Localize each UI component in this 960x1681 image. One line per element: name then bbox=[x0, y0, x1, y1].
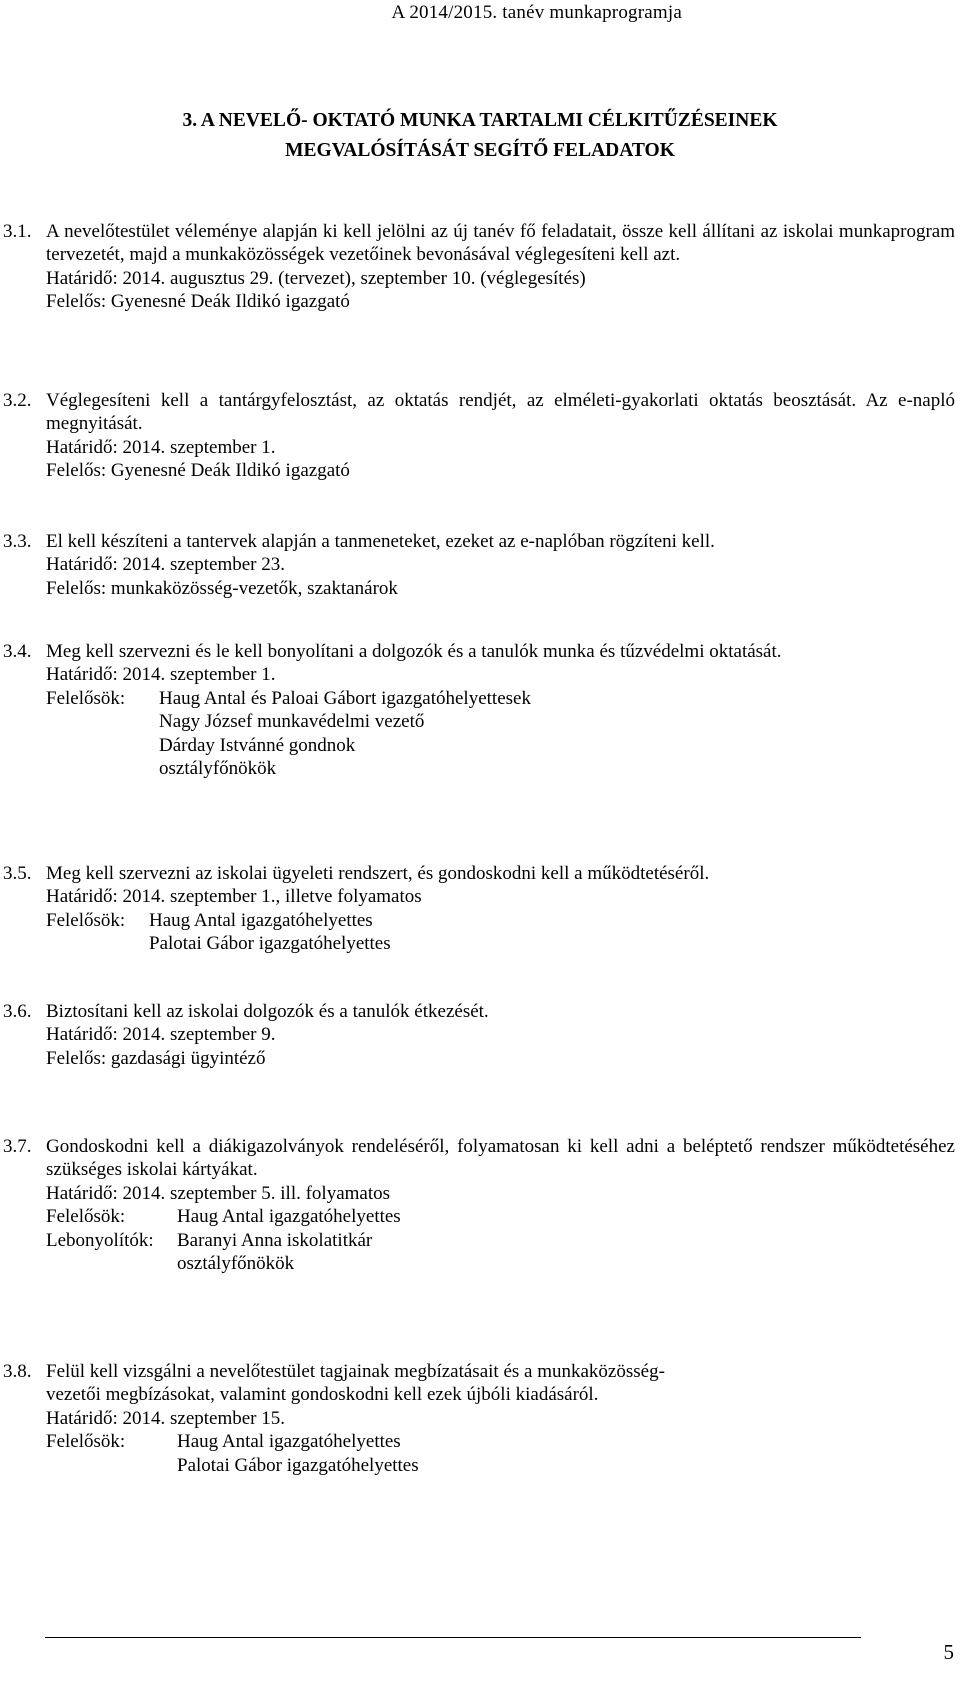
task-responsible: Felelős: Gyenesné Deák Ildikó igazgató bbox=[46, 291, 350, 313]
responsible-name: Haug Antal igazgatóhelyettes bbox=[149, 909, 373, 931]
task-text: Véglegesíteni kell a tantárgyfelosztást, az oktatás rendjét, az elméleti-gyakorlati oktatás beosztását. Az e-napló megnyitását. bbox=[46, 390, 955, 435]
task-deadline: Határidő: 2014. szeptember 15. bbox=[46, 1407, 286, 1429]
task-number: 3.2. bbox=[3, 390, 32, 411]
task-number: 3.8. bbox=[3, 1361, 32, 1382]
task-text: Meg kell szervezni és le kell bonyolítani a dolgozók és a tanulók munka és tűzvédelmi oktatását. bbox=[46, 641, 782, 662]
responsible-name: osztályfőnökök bbox=[159, 758, 277, 780]
task-deadline: Határidő: 2014. szeptember 1. bbox=[46, 436, 276, 458]
responsible-label: Felelősök: bbox=[46, 1206, 126, 1228]
task-item-3-5 bbox=[3, 862, 955, 956]
task-responsible: Felelős: gazdasági ügyintéző bbox=[46, 1047, 266, 1069]
responsible-list bbox=[177, 1430, 419, 1477]
section-title-line-2: MEGVALÓSÍTÁSÁT SEGÍTŐ FELADATOK bbox=[285, 140, 675, 161]
task-number: 3.1. bbox=[3, 221, 32, 242]
task-organizers bbox=[3, 1229, 955, 1276]
task-item-3-2 bbox=[3, 389, 955, 483]
task-number: 3.7. bbox=[3, 1136, 32, 1157]
task-number: 3.4. bbox=[3, 641, 32, 662]
responsible-list bbox=[159, 687, 531, 781]
responsible-label: Felelősök: bbox=[46, 1431, 126, 1453]
task-deadline: Határidő: 2014. szeptember 1. bbox=[46, 664, 276, 686]
responsible-name: Haug Antal igazgatóhelyettes bbox=[177, 1206, 401, 1228]
task-responsible bbox=[3, 687, 955, 781]
task-deadline: Határidő: 2014. szeptember 5. ill. folyamatos bbox=[46, 1182, 391, 1204]
task-responsible: Felelős: munkaközösség-vezetők, szaktanárok bbox=[46, 577, 398, 599]
task-responsible bbox=[3, 1430, 955, 1477]
task-responsible bbox=[3, 1205, 955, 1228]
responsible-list bbox=[149, 909, 391, 956]
task-deadline: Határidő: 2014. szeptember 23. bbox=[46, 554, 286, 576]
task-text: Meg kell szervezni az iskolai ügyeleti rendszert, és gondoskodni kell a működtetéséről. bbox=[46, 863, 710, 884]
running-header: A 2014/2015. tanév munkaprogramja bbox=[391, 2, 682, 23]
task-text: Biztosítani kell az iskolai dolgozók és a tanulók étkezését. bbox=[46, 1001, 489, 1022]
task-responsible bbox=[3, 909, 955, 956]
task-text-line-1: Felül kell vizsgálni a nevelőtestület tagjainak megbízatásait és a munkaközösség- bbox=[46, 1361, 665, 1382]
task-number: 3.6. bbox=[3, 1001, 32, 1022]
task-text-line-2: vezetői megbízásokat, valamint gondoskodni kell ezek újbóli kiadásáról. bbox=[46, 1384, 599, 1406]
task-text bbox=[46, 1360, 955, 1407]
responsible-label: Felelősök: bbox=[46, 687, 126, 709]
responsible-name: Haug Antal és Paloai Gábort igazgatóhelyettesek bbox=[159, 687, 531, 709]
task-deadline: Határidő: 2014. szeptember 9. bbox=[46, 1024, 276, 1046]
task-item-3-4 bbox=[3, 640, 955, 780]
task-number: 3.3. bbox=[3, 531, 32, 552]
responsible-name: Dárday Istvánné gondnok bbox=[159, 734, 356, 756]
organizers-list bbox=[177, 1229, 372, 1276]
section-title bbox=[85, 106, 875, 166]
task-number: 3.5. bbox=[3, 863, 32, 884]
organizer-name: osztályfőnökök bbox=[177, 1253, 295, 1275]
task-text: A nevelőtestület véleménye alapján ki kell jelölni az új tanév fő feladatait, össze kell állítani az iskolai munkaprogram tervezetét, majd a munkaközösségek vezetőinek bevonásával véglegesíteni kell azt. bbox=[46, 221, 955, 266]
responsible-name: Haug Antal igazgatóhelyettes bbox=[177, 1431, 401, 1453]
task-item-3-3 bbox=[3, 530, 955, 600]
responsible-name: Nagy József munkavédelmi vezető bbox=[159, 711, 425, 733]
task-item-3-1 bbox=[3, 220, 955, 314]
footer-divider bbox=[45, 1637, 861, 1638]
task-text: Gondoskodni kell a diákigazolványok rendeléséről, folyamatosan ki kell adni a beléptető rendszer működtetéséhez szükséges iskolai kártyákat. bbox=[46, 1136, 955, 1181]
organizers-label: Lebonyolítók: bbox=[46, 1229, 154, 1251]
task-item-3-6 bbox=[3, 1000, 955, 1070]
organizer-name: Baranyi Anna iskolatitkár bbox=[177, 1229, 373, 1251]
task-text: El kell készíteni a tantervek alapján a tanmeneteket, ezeket az e-naplóban rögzíteni kell. bbox=[46, 531, 715, 552]
task-deadline: Határidő: 2014. augusztus 29. (tervezet), szeptember 10. (véglegesítés) bbox=[46, 267, 586, 289]
task-item-3-8 bbox=[3, 1360, 955, 1477]
task-responsible: Felelős: Gyenesné Deák Ildikó igazgató bbox=[46, 460, 350, 482]
responsible-label: Felelősök: bbox=[46, 909, 126, 931]
responsible-name: Palotai Gábor igazgatóhelyettes bbox=[149, 933, 391, 955]
responsible-name: Palotai Gábor igazgatóhelyettes bbox=[177, 1454, 419, 1476]
page-number: 5 bbox=[943, 1640, 954, 1664]
task-item-3-7 bbox=[3, 1135, 955, 1275]
section-title-line-1: 3. A NEVELŐ- OKTATÓ MUNKA TARTALMI CÉLKITŰZÉSEINEK bbox=[182, 110, 778, 131]
responsible-list bbox=[177, 1205, 401, 1228]
task-deadline: Határidő: 2014. szeptember 1., illetve folyamatos bbox=[46, 886, 422, 908]
